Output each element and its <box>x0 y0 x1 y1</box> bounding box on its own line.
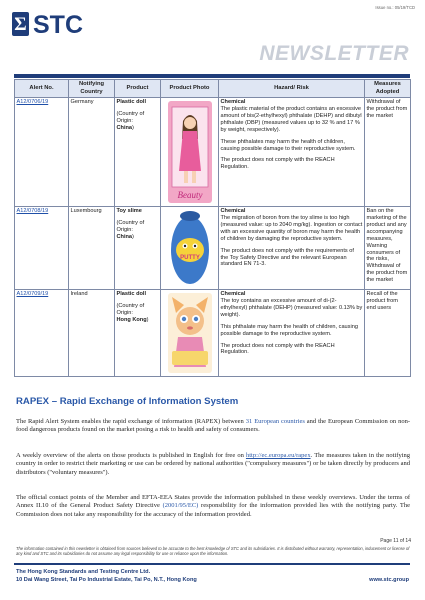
page-number: Page 11 of 14 <box>380 538 411 544</box>
hazard-compliance: The product does not comply with the requirements of the Toy Safety Directive and the relevant European standard EN 71-3. <box>220 247 354 268</box>
rapex-paragraph-3: The official contact points of the Member and EFTA-EEA States provide the information published in these weekly overviews. Under the terms of Annex II.10 of the General Product Safety Directive (2001/95/EC) responsibility for the information provided lies with the notifying party. The Commission does not take any responsibility for the accuracy of the information provided. <box>16 494 410 518</box>
alert-number-link[interactable]: A12/0708/19 <box>15 207 69 290</box>
origin-label: (Country of Origin: <box>116 219 145 233</box>
notifying-country: Germany <box>69 98 115 207</box>
table-row <box>15 98 411 207</box>
newsletter-title: NEWSLETTER <box>259 42 409 65</box>
col-notifying-country: Notifying Country <box>69 80 115 98</box>
product-cell <box>115 98 161 207</box>
col-alert-no: Alert No. <box>15 80 69 98</box>
product-name: Toy slime <box>116 208 142 214</box>
toy-slime-image <box>164 208 216 288</box>
hazard-effect: These phthalates may harm the health of children, causing possible damage to their reproductive system. <box>220 138 356 152</box>
col-hazard-risk: Hazard/ Risk <box>219 80 365 98</box>
hazard-effect: This phthalate may harm the health of children, causing possible damage to the reproductive system. <box>220 323 358 337</box>
hazard-cell <box>219 207 365 290</box>
product-name: Plastic doll <box>116 291 147 297</box>
table-row <box>15 207 411 290</box>
notifying-country: Luxembourg <box>69 207 115 290</box>
logo-symbol: Σ <box>14 14 27 35</box>
company-info <box>16 568 197 585</box>
col-product: Product <box>115 80 161 98</box>
rapex-paragraph-1: The Rapid Alert System enables the rapid exchange of information (RAPEX) between 31 European countries and the European Commission on non- food dangerous products found on the market posing a risk to health and safety of consumers. <box>16 418 410 434</box>
col-measures-adopted: Measures Adopted <box>365 80 411 98</box>
product-photo-cell <box>161 207 219 290</box>
stc-logo <box>12 12 92 36</box>
measures-adopted: Ban on the marketing of the product and any accompanying measures, Warning consumers of the risks, Withdrawal of the product from the market <box>365 207 411 290</box>
measures-adopted: Recall of the product from end users <box>365 290 411 377</box>
directive-link[interactable]: (2001/95/EC) <box>162 502 199 510</box>
alert-number-link[interactable]: A12/0706/19 <box>15 98 69 207</box>
website-link[interactable]: www.stc.group <box>369 577 409 583</box>
photo-brand-text: PUTTY <box>179 255 200 261</box>
table-header-row <box>15 80 411 98</box>
product-cell <box>115 290 161 377</box>
logo-text: STC <box>33 12 83 36</box>
product-cell <box>115 207 161 290</box>
origin-close: ) <box>132 233 134 240</box>
measures-adopted: Withdrawal of the product from the market <box>365 98 411 207</box>
hazard-type: Chemical <box>220 291 246 297</box>
origin-label: (Country of Origin: <box>116 302 145 316</box>
origin-close: ) <box>132 124 134 131</box>
rapex-paragraph-2: A weekly overview of the alerts on those products is published in English for free on http://ec.europa.eu/rapex. The measures taken in the notifying country in order to restrict their marketing or use can be ordered by national authorities ("compulsory measures") or be taken directly by producers and distributors ("voluntary measures"). <box>16 452 410 476</box>
company-name: The Hong Kong Standards and Testing Centre Ltd. <box>16 569 151 575</box>
hazard-compliance: The product does not comply with the REACH Regulation. <box>220 342 335 356</box>
notifying-country: Ireland <box>69 290 115 377</box>
disclaimer: The information contained in this newsletter is obtained from sources believed to be accurate to the best knowledge of STC and its subsidiaries. It is distributed without warranty, representation, inducement or license of any kind and STC and its subsidiaries do not assume any legal responsibility for use or reliance upon the information. <box>16 546 410 557</box>
origin-country: China <box>116 233 133 240</box>
company-address: 10 Dai Wang Street, Tai Po Industrial Estate, Tai Po, N.T., Hong Kong <box>16 577 197 584</box>
alert-number-link[interactable]: A12/0709/19 <box>15 290 69 377</box>
rapex-alert-table <box>14 79 411 377</box>
col-product-photo: Product Photo <box>161 80 219 98</box>
hazard-type: Chemical <box>220 208 246 214</box>
hazard-cell <box>219 98 365 207</box>
origin-label: (Country of Origin: <box>116 110 145 124</box>
hazard-type: Chemical <box>220 99 246 105</box>
baby-doll-image <box>164 291 216 375</box>
issue-number: Issue no.: 05/19/TCD <box>375 5 415 10</box>
footer-divider <box>14 563 410 565</box>
hazard-cell <box>219 290 365 377</box>
photo-brand-text: Beauty <box>177 190 202 200</box>
origin-country: China <box>116 124 133 131</box>
hazard-description: The toy contains an excessive amount of di-(2-ethylhexyl) phthalate (DEHP) (measured value: 0.13% by weight). <box>220 297 363 318</box>
plastic-doll-image <box>164 99 216 205</box>
origin-close: ) <box>146 316 149 323</box>
table-row <box>15 290 411 377</box>
hazard-compliance: The product does not comply with the REACH Regulation. <box>220 157 335 171</box>
rapex-url-link[interactable]: http://ec.europa.eu/rapex <box>245 452 311 459</box>
rapex-section-title: RAPEX – Rapid Exchange of Information System <box>16 396 239 407</box>
origin-country: Hong Kong <box>116 316 147 323</box>
european-countries-link[interactable]: 31 European countries <box>245 418 305 425</box>
product-name: Plastic doll <box>116 99 147 105</box>
hazard-description: The migration of boron from the toy slime is too high (measured value: up to 2040 mg/kg). Ingestion or contact with an excessive quantity of boron may harm the health of children by damaging the reproductive system. <box>220 214 363 242</box>
header-divider <box>14 74 410 78</box>
product-photo-cell <box>161 98 219 207</box>
hazard-description: The plastic material of the product contains an excessive amount of bis(2-ethylhexyl) phthalate (DEHP) and dibutyl phthalate (DBP) (measured values up to 32 % and 17 % by weight, respectively). <box>220 105 362 133</box>
product-photo-cell <box>161 290 219 377</box>
